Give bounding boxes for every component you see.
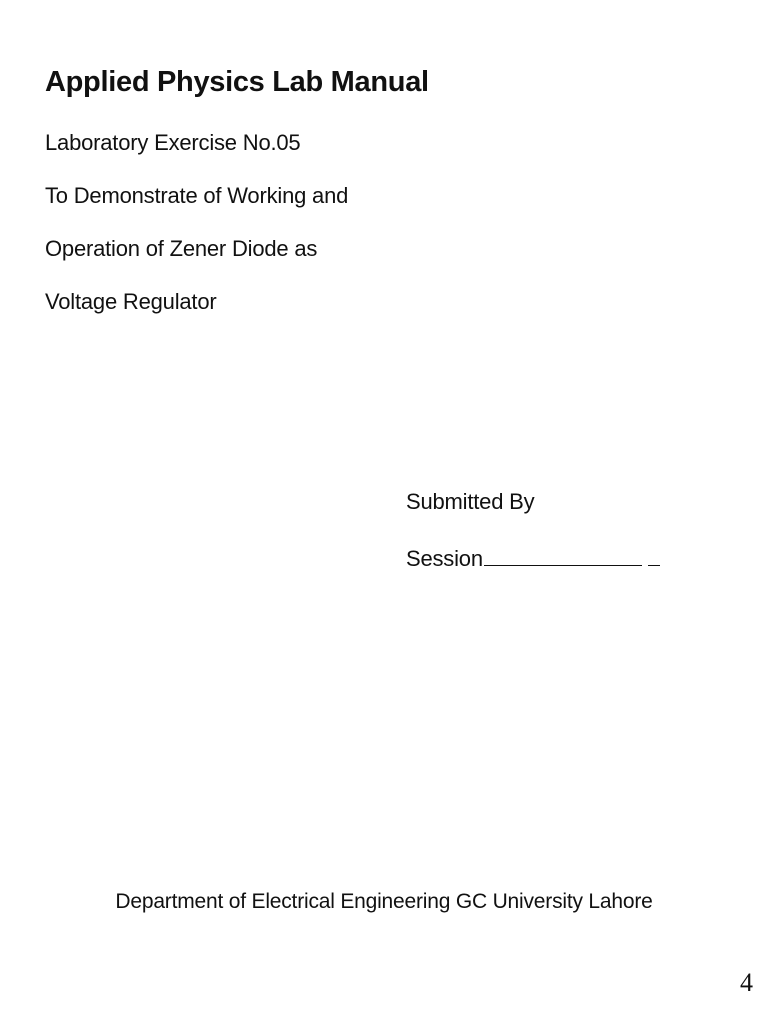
session-field [406,543,660,572]
objective-line-2: Operation of Zener Diode as [45,236,318,261]
exercise-number: Laboratory Exercise No.05 [45,130,301,155]
page-number: 4 [740,968,753,997]
submitted-by-label: Submitted By [406,489,535,514]
session-label: Session [406,546,483,571]
page-title: Applied Physics Lab Manual [45,66,429,98]
session-blank-line [484,543,642,566]
session-blank-tail [648,543,660,566]
department-footer: Department of Electrical Engineering GC University Lahore [115,890,653,913]
objective-line-3: Voltage Regulator [45,289,217,314]
objective-line-1: To Demonstrate of Working and [45,183,349,208]
